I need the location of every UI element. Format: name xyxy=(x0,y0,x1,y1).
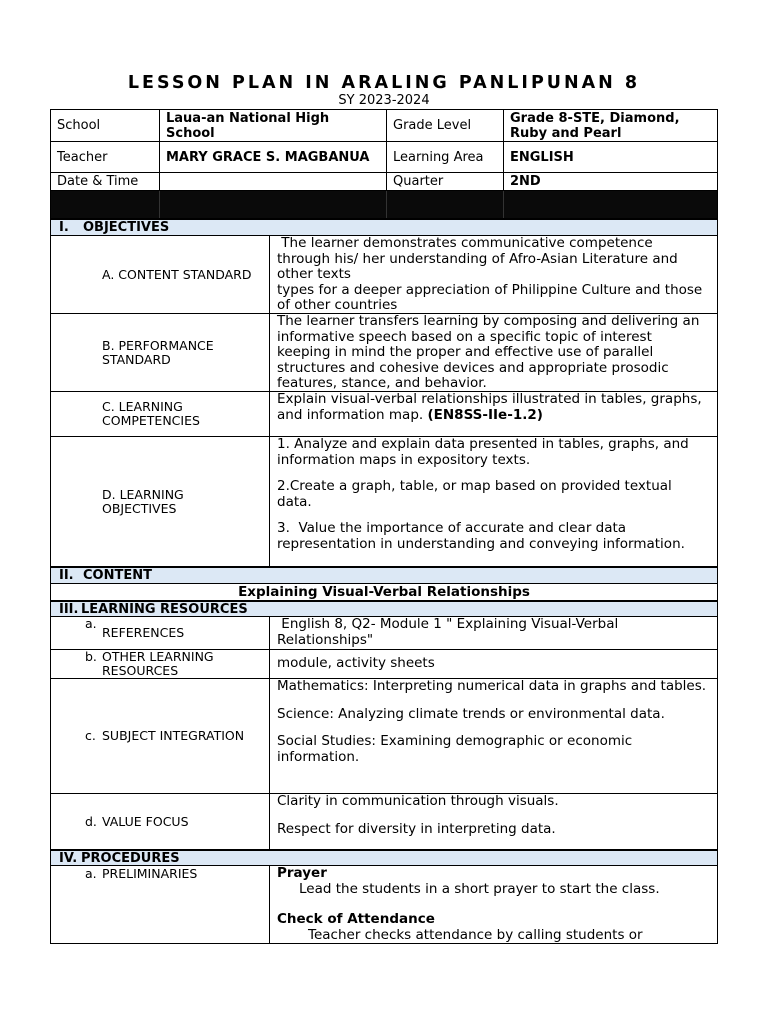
other-resources-mark: b. xyxy=(85,649,97,664)
resources-heading xyxy=(50,601,718,617)
references-mark: a. xyxy=(85,616,97,631)
school-year: SY 2023-2024 xyxy=(338,93,430,108)
teacher-value: MARY GRACE S. MAGBANUA xyxy=(166,149,370,165)
content-title: CONTENT xyxy=(83,568,152,583)
quarter-value: 2ND xyxy=(510,174,541,189)
content-standard-label: A. CONTENT STANDARD xyxy=(51,236,270,313)
learning-objectives-row xyxy=(50,437,718,567)
preliminaries-label xyxy=(51,866,270,943)
competencies-label: C. LEARNING COMPETENCIES xyxy=(51,392,270,436)
learning-area-label: Learning Area xyxy=(393,149,484,165)
content-standard-text-2: types for a deeper appreciation of Philippine Culture and those of other countries xyxy=(277,281,703,313)
subject-integration-label xyxy=(51,679,270,793)
prayer-title: Prayer xyxy=(277,866,327,881)
grade-level-value: Grade 8-STE, Diamond, Ruby and Pearl xyxy=(510,110,680,141)
subject-integration-row xyxy=(50,679,718,794)
learning-objective-item: 2.Create a graph, table, or map based on provided textual data. xyxy=(277,478,672,510)
preliminaries-row xyxy=(50,866,718,944)
other-resources-label xyxy=(51,650,270,678)
references-label xyxy=(51,617,270,649)
value-focus-row xyxy=(50,794,718,850)
content-heading xyxy=(50,567,718,584)
grade-level-label: Grade Level xyxy=(393,118,472,133)
procedures-heading xyxy=(50,850,718,866)
school-label: School xyxy=(57,118,101,133)
competency-code: (EN8SS-IIe-1.2) xyxy=(427,406,543,423)
subject-integration-list xyxy=(277,679,709,793)
school-value: Laua-an National High School xyxy=(166,110,330,141)
black-separator-row xyxy=(51,191,717,218)
attendance-text: Teacher checks attendance by calling students or xyxy=(308,926,643,943)
resources-title: LEARNING RESOURCES xyxy=(81,601,248,617)
value-focus-list xyxy=(277,794,709,849)
objectives-heading xyxy=(50,219,718,236)
other-resources-text: module, activity sheets xyxy=(277,655,435,672)
preliminaries-content xyxy=(277,866,709,943)
competencies-row xyxy=(50,392,718,437)
content-topic: Explaining Visual-Verbal Relationships xyxy=(238,584,530,600)
objectives-number: I. xyxy=(59,220,69,235)
page-title: LESSON PLAN IN ARALING PANLIPUNAN 8 xyxy=(127,73,641,93)
subject-integration-label-text: SUBJECT INTEGRATION xyxy=(102,728,245,743)
learning-objectives-label: D. LEARNING OBJECTIVES xyxy=(51,437,270,566)
info-table xyxy=(50,109,718,219)
prayer-text: Lead the students in a short prayer to start the class. xyxy=(299,880,660,897)
value-focus-label xyxy=(51,794,270,849)
other-resources-value xyxy=(277,650,709,678)
preliminaries-label-text: PRELIMINARIES xyxy=(102,866,198,881)
other-resources-label-text: OTHER LEARNING RESOURCES xyxy=(102,649,214,678)
value-focus-label-text: VALUE FOCUS xyxy=(102,813,189,829)
value-focus-item: Clarity in communication through visuals. xyxy=(277,793,559,809)
integration-item: Science: Analyzing climate trends or environmental data. xyxy=(277,705,665,722)
teacher-label: Teacher xyxy=(57,149,108,165)
content-number: II. xyxy=(59,568,74,583)
objectives-title: OBJECTIVES xyxy=(83,220,170,235)
date-time-value xyxy=(160,173,386,190)
references-value xyxy=(277,617,709,649)
resources-number: III. xyxy=(59,601,79,617)
content-standard-row xyxy=(50,236,718,314)
references-row xyxy=(50,617,718,650)
references-text: English 8, Q2- Module 1 " Explaining Visual-Verbal Relationships" xyxy=(277,616,623,648)
value-focus-mark: d. xyxy=(85,813,97,829)
quarter-label: Quarter xyxy=(393,174,444,189)
value-focus-item: Respect for diversity in interpreting data. xyxy=(277,820,556,837)
competencies-value xyxy=(277,392,709,436)
procedures-title: PROCEDURES xyxy=(81,850,180,866)
performance-standard-text: The learner transfers learning by composing and delivering an informative speech based on a specific topic of interest keeping in mind the proper and effective use of parallel structures and cohesive devices and appropriate prosodic features, stance, and behavior. xyxy=(277,313,700,391)
content-standard-text-1: The learner demonstrates communicative competence through his/ her understanding of Afro-Asian Literature and other texts xyxy=(277,235,683,282)
performance-standard-label: B. PERFORMANCE STANDARD xyxy=(51,314,270,391)
other-resources-row xyxy=(50,650,718,679)
learning-area-value: ENGLISH xyxy=(510,149,574,165)
subject-integration-mark: c. xyxy=(85,728,96,743)
date-time-label: Date & Time xyxy=(57,174,139,189)
procedures-number: IV. xyxy=(59,850,78,866)
learning-objectives-list xyxy=(277,437,709,566)
content-standard-value xyxy=(277,236,709,313)
integration-item: Social Studies: Examining demographic or economic information. xyxy=(277,733,633,765)
references-label-text: REFERENCES xyxy=(102,625,185,640)
attendance-title: Check of Attendance xyxy=(277,911,435,927)
performance-standard-row xyxy=(50,314,718,392)
learning-objective-item: 3. Value the importance of accurate and clear data representation in understanding and conveying information. xyxy=(277,520,685,552)
performance-standard-value xyxy=(277,314,709,391)
content-topic-row xyxy=(50,584,718,601)
integration-item: Mathematics: Interpreting numerical data in graphs and tables. xyxy=(277,678,707,694)
preliminaries-mark: a. xyxy=(85,866,97,881)
learning-objective-item: 1. Analyze and explain data presented in tables, graphs, and information maps in expository texts. xyxy=(277,436,689,468)
competencies-text: Explain visual-verbal relationships illustrated in tables, graphs, and information map. xyxy=(277,391,702,423)
